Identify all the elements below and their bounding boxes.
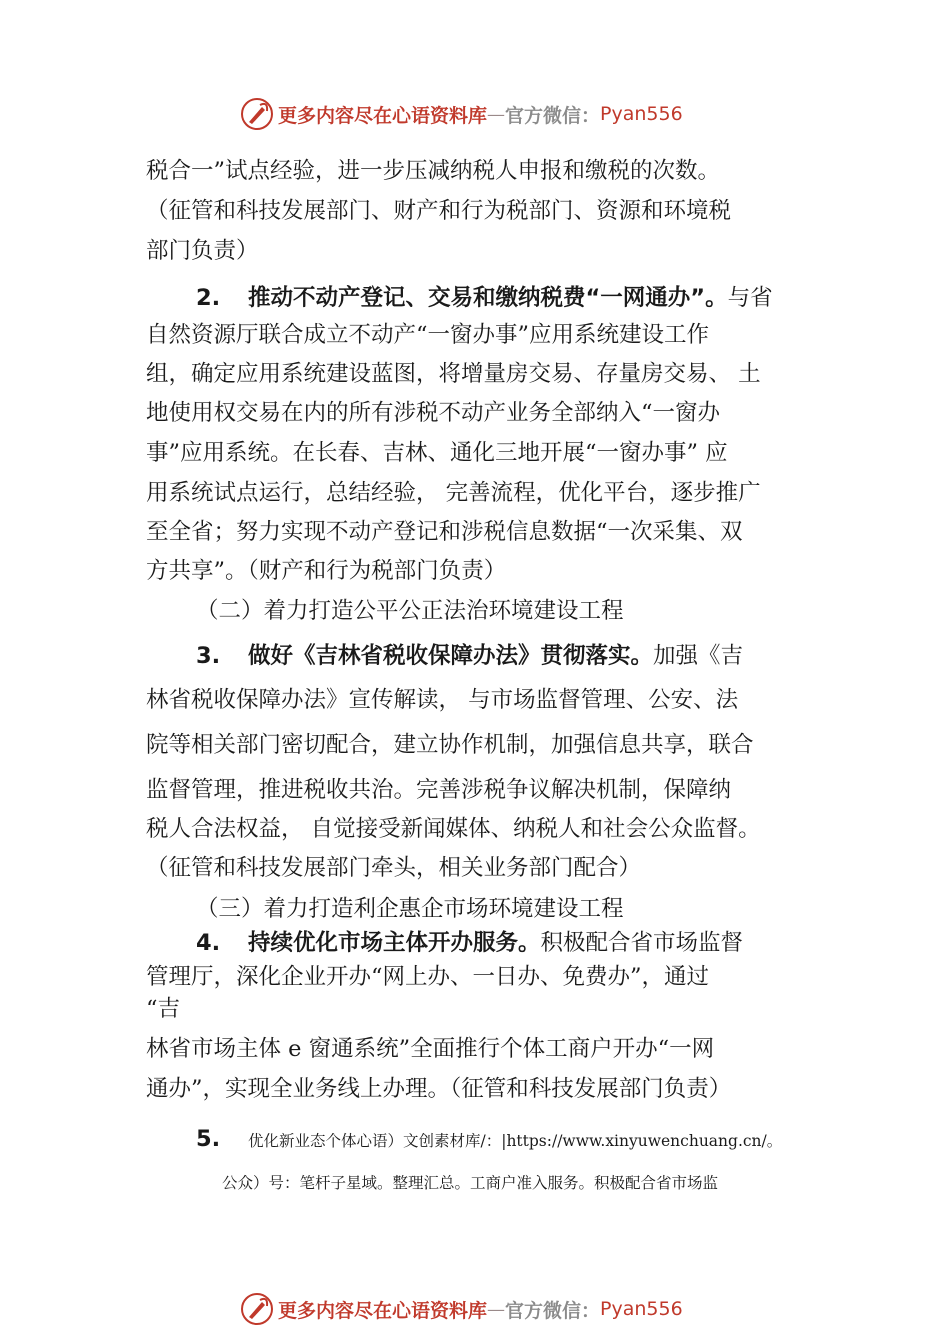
watermark-dash: — [487,103,506,125]
item-2-heading [196,283,773,313]
text-line-24: 通办”，实现全业务线上办理。（征管和科技发展部门负责） [146,1076,732,1102]
text-line-7: 地使用权交易在内的所有涉税不动产业务全部纳入“一窗办 [146,400,721,426]
text-line-21: 管理厅，深化企业开办“网上办、一日办、免费办”，通过 [146,964,710,990]
watermark-dash: — [487,1298,506,1320]
text-line-9: 用系统试点运行，总结经验， 完善流程，优化平台，逐步推广 [146,480,761,506]
text-line-2: （征管和科技发展部门、财产和行为税部门、资源和环境税 [146,198,732,224]
section-heading-2: （二）着力打造公平公正法治环境建设工程 [196,598,624,624]
item-4-rest: 积极配合省市场监督 [540,930,744,956]
text-line-17: 税人合法权益， 自觉接受新闻媒体、纳税人和社会公众监督。 [146,816,761,842]
item-3-number: 3. [196,643,221,669]
text-line-11: 方共享”。（财产和行为税部门负责） [146,558,507,584]
item-4-title: 持续优化市场主体开办服务。 [248,930,541,956]
watermark-wechat-label: 官方微信： [505,1299,601,1322]
item-3-rest: 加强《吉 [653,643,744,669]
text-line-3: 部门负责） [146,238,259,264]
text-line-6: 组，确定应用系统建设蓝图，将增量房交易、存量房交易、 土 [146,361,761,387]
pen-logo-icon [240,1292,274,1326]
item-4-number: 4. [196,930,221,956]
text-line-26: 公众）号：笔杆子星域。整理汇总。工商户准入服务。积极配合省市场监 [222,1174,719,1192]
text-line-22: “吉 [146,996,181,1022]
watermark-footer [240,1289,683,1329]
item-5-text: 优化新业态个体心语）文创素材库/：|https://www.xinyuwenchuang.cn/。 [248,1132,783,1150]
watermark-wechat-label: 官方微信： [505,104,601,127]
item-5-line [196,1124,782,1156]
text-line-18: （征管和科技发展部门牵头，相关业务部门配合） [146,855,642,881]
item-3-title: 做好《吉林省税收保障办法》贯彻落实。 [248,643,654,669]
text-line-14: 林省税收保障办法》宣传解读， 与市场监督管理、公安、法 [146,687,739,713]
item-2-rest: 与省 [727,285,773,311]
item-2-title: 推动不动产登记、交易和缴纳税费“一网通办”。 [248,285,728,311]
watermark-brand: 更多内容尽在心语资料库 [278,1299,488,1322]
text-line-5: 自然资源厅联合成立不动产“一窗办事”应用系统建设工作 [146,322,710,348]
watermark-wechat-id: Pyan556 [600,1298,683,1320]
watermark-brand: 更多内容尽在心语资料库 [278,104,488,127]
item-3-heading [196,641,743,671]
text-line-15: 院等相关部门密切配合，建立协作机制，加强信息共享，联合 [146,732,754,758]
item-2-number: 2. [196,285,221,311]
text-line-16: 监督管理，推进税收共治。完善涉税争议解决机制，保障纳 [146,777,732,803]
section-heading-3: （三）着力打造利企惠企市场环境建设工程 [196,896,624,922]
watermark-header [240,94,683,134]
text-line-8: 事”应用系统。在长春、吉林、通化三地开展“一窗办事” 应 [146,440,728,466]
item-4-heading [196,928,743,958]
pen-logo-icon [240,97,274,131]
item-5-number: 5. [196,1126,221,1152]
text-line-10: 至全省；努力实现不动产登记和涉税信息数据“一次采集、双 [146,519,743,545]
watermark-wechat-id: Pyan556 [600,103,683,125]
text-line-23: 林省市场主体 e 窗通系统”全面推行个体工商户开办“一网 [146,1036,715,1062]
text-line-1: 税合一”试点经验，进一步压减纳税人申报和缴税的次数。 [146,158,721,184]
